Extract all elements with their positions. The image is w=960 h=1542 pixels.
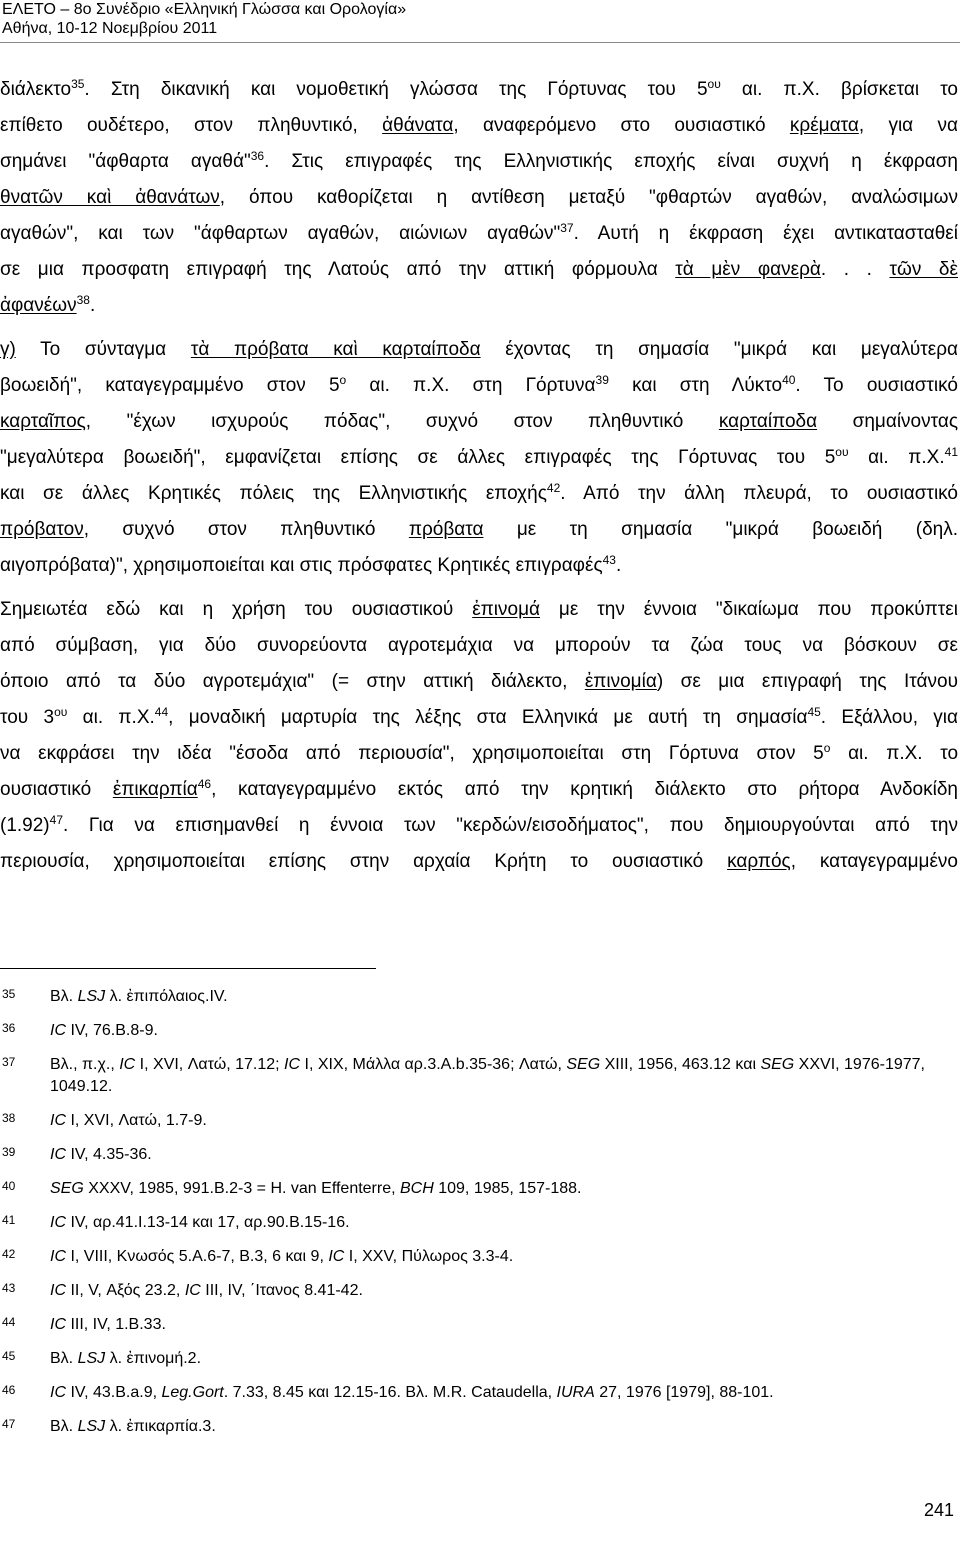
footnote [0, 1176, 958, 1210]
text-line: περιουσία, χρησιμοποιείται επίσης στην αρχαία Κρήτη το ουσιαστικό καρπός, καταγεγραμμένο [0, 851, 958, 872]
footnote-number: 40 [2, 1179, 16, 1193]
footnote [0, 1312, 958, 1346]
header-rule [0, 42, 960, 43]
footnote [0, 984, 958, 1018]
footnote-text: IC I, VIII, Κνωσός 5.A.6-7, B.3, 6 και 9, IC I, XXV, Πύλωρος 3.3-4. [50, 1248, 514, 1265]
footnote-number: 47 [2, 1417, 16, 1431]
text-line: καρταῖπος, "έχων ισχυρούς πόδας", συχνό στον πληθυντικό καρταίποδα σημαίνοντας [0, 411, 959, 432]
footnote-text: IC III, IV, 1.B.33. [50, 1316, 166, 1333]
footnote-number: 38 [2, 1111, 16, 1125]
paragraph-2 [0, 332, 958, 584]
text-line: $(1.92)^{47}$. Για να επισημανθεί η έννοια των "κερδών/εισοδήματος", που δημιουργούνται από την [0, 813, 958, 836]
footnote-text: IC I, XVI, Λατώ, 1.7-9. [50, 1112, 207, 1129]
footnote-number: 37 [2, 1055, 16, 1069]
text-line: γ) Το σύνταγμα τὰ πρόβατα καὶ καρταίποδα έχοντας τη σημασία "μικρά και μεγαλύτερα [0, 339, 958, 360]
footnote-number: 44 [2, 1315, 16, 1329]
text-line: να εκφράσει την ιδέα "έσοδα από περιουσία", χρησιμοποιείται στη Γόρτυνα στον $5^o$ αι. π.Χ. το [0, 741, 959, 764]
conference-date: Αθήνα, 10-12 Νοεμβρίου 2011 [2, 20, 218, 37]
text-line: αγαθών", και των "άφθαρτων αγαθών, αιώνιων αγαθών"$^{37}$. Αυτή η έκφραση έχει αντικατασταθεί [0, 221, 958, 244]
footnote-text: IC IV, 4.35-36. [50, 1146, 152, 1163]
paragraph-1 [0, 72, 958, 324]
text-line: Σημειωτέα εδώ και η χρήση του ουσιαστικού ἐπινομά με την έννοια "δικαίωμα που προκύπτει [0, 599, 958, 620]
footnotes [0, 984, 958, 1448]
footnote-number: 46 [2, 1383, 16, 1397]
footnote [0, 1018, 958, 1052]
footnote-number: 43 [2, 1281, 16, 1295]
footnote-text: Βλ. LSJ λ. ἐπικαρπία.3. [50, 1418, 216, 1435]
footnote-text: Βλ., π.χ., IC I, XVI, Λατώ, 17.12; IC I, XIX, Μάλλα αρ.3.A.b.35-36; Λατώ, SEG XIII, 1956, 463.12 και SEG XXVI, 1976-1977, 1049.12. [50, 1056, 925, 1095]
footnote-number: 36 [2, 1021, 16, 1035]
page-number: 241 [923, 1500, 954, 1520]
text-line: ἀφανέων$^{38}$. [0, 293, 96, 316]
footnote-separator [0, 968, 376, 969]
body-text [0, 72, 958, 880]
footnote [0, 1142, 958, 1176]
text-line: και σε άλλες Κρητικές πόλεις της Ελληνιστικής εποχής$^{42}$. Από την άλλη πλευρά, το ουσιαστικό [0, 481, 958, 504]
footnote-text: IC II, V, Αξός 23.2, IC III, IV, ΄Ιτανος 8.41-42. [50, 1282, 363, 1299]
text-line: επίθετο ουδέτερο, στον πληθυντικό, ἀθάνατα, αναφερόμενο στο ουσιαστικό κρέματα, για να [0, 115, 958, 136]
footnote [0, 1278, 958, 1312]
text-line: από σύμβαση, για δύο συνορεύοντα αγροτεμάχια να μπορούν τα ζώα τους να βόσκουν σε [0, 635, 958, 656]
footnote [0, 1210, 958, 1244]
text-line: ουσιαστικό ἐπικαρπία$^{46}$, καταγεγραμμένο εκτός από την κρητική διάλεκτο στο ρήτορα Ανδοκίδη [0, 777, 958, 800]
footnote-text: IC IV, αρ.41.I.13-14 και 17, αρ.90.B.15-16. [50, 1214, 350, 1231]
conference-title: ΕΛΕΤΟ – 8ο Συνέδριο «Ελληνική Γλώσσα και Ορολογία» [2, 1, 407, 18]
footnote-text: IC IV, 76.B.8-9. [50, 1022, 158, 1039]
footnote [0, 1052, 958, 1108]
text-line: σε μια προσφατη επιγραφή της Λατούς από την αττική φόρμουλα τὰ μὲν φανερὰ. . . τῶν δὲ [0, 259, 958, 280]
footnote-text: IC IV, 43.B.a.9, Leg.Gort. 7.33, 8.45 και 12.15-16. Βλ. M.R. Cataudella, IURA 27, 1976 [1979], 88-101. [50, 1384, 774, 1401]
footnote-number: 35 [2, 987, 16, 1001]
footnote-number: 42 [2, 1247, 16, 1261]
footnote [0, 1346, 958, 1380]
text-line: διάλεκτο$^{35}$. Στη δικανική και νομοθετική γλώσσα της Γόρτυνας του $5^{o\upsilon}$ αι. π.Χ. βρίσκεται το [0, 77, 958, 100]
running-header [0, 0, 960, 38]
footnote [0, 1244, 958, 1278]
footnote-number: 45 [2, 1349, 16, 1363]
text-line: όποιο από τα δύο αγροτεμάχια" (= στην αττική διάλεκτο, ἐπινομία) σε μια επιγραφή της Ιτάνου [0, 671, 958, 692]
footnote-text: Βλ. LSJ λ. ἐπιπόλαιος.IV. [50, 988, 228, 1005]
text-line: "μεγαλύτερα βοωειδή", εμφανίζεται επίσης σε άλλες επιγραφές της Γόρτυνας του $5^{o\upsilon}$ αι. π.Χ.$^{41}$ [0, 445, 958, 468]
text-line: του $3^{o\upsilon}$ αι. π.Χ.$^{44}$, μοναδική μαρτυρία της λέξης στα Ελληνικά με αυτή τη σημασία$^{45}$. Εξάλλου, για [0, 705, 959, 728]
footnote [0, 1108, 958, 1142]
footnote-number: 41 [2, 1213, 16, 1227]
paragraph-3 [0, 592, 958, 880]
footnote-text: Βλ. LSJ λ. ἐπινομή.2. [50, 1350, 202, 1367]
text-line: βοωειδή", καταγεγραμμένο στον $5^o$ αι. π.Χ. στη Γόρτυνα$^{39}$ και στη Λύκτο$^{40}$. Το ουσιαστικό [0, 373, 958, 396]
text-line: σημάνει "άφθαρτα αγαθά"$^{36}$. Στις επιγραφές της Ελληνιστικής εποχής είναι συχνή η έκφραση [0, 149, 958, 172]
text-line: αιγοπρόβατα)", χρησιμοποιείται και στις πρόσφατες Κρητικές επιγραφές$^{43}$. [0, 553, 622, 576]
text-line: θνατῶν καὶ ἀθανάτων, όπου καθορίζεται η αντίθεση μεταξύ "φθαρτών αγαθών, αναλώσιμων [0, 187, 958, 208]
footnote [0, 1414, 958, 1448]
footnote-number: 39 [2, 1145, 16, 1159]
footnote [0, 1380, 958, 1414]
text-line: πρόβατον, συχνό στον πληθυντικό πρόβατα με τη σημασία "μικρά βοωειδή (δηλ. [0, 519, 958, 540]
footnote-text: SEG XXXV, 1985, 991.B.2-3 = H. van Effenterre, BCH 109, 1985, 157-188. [50, 1180, 582, 1197]
